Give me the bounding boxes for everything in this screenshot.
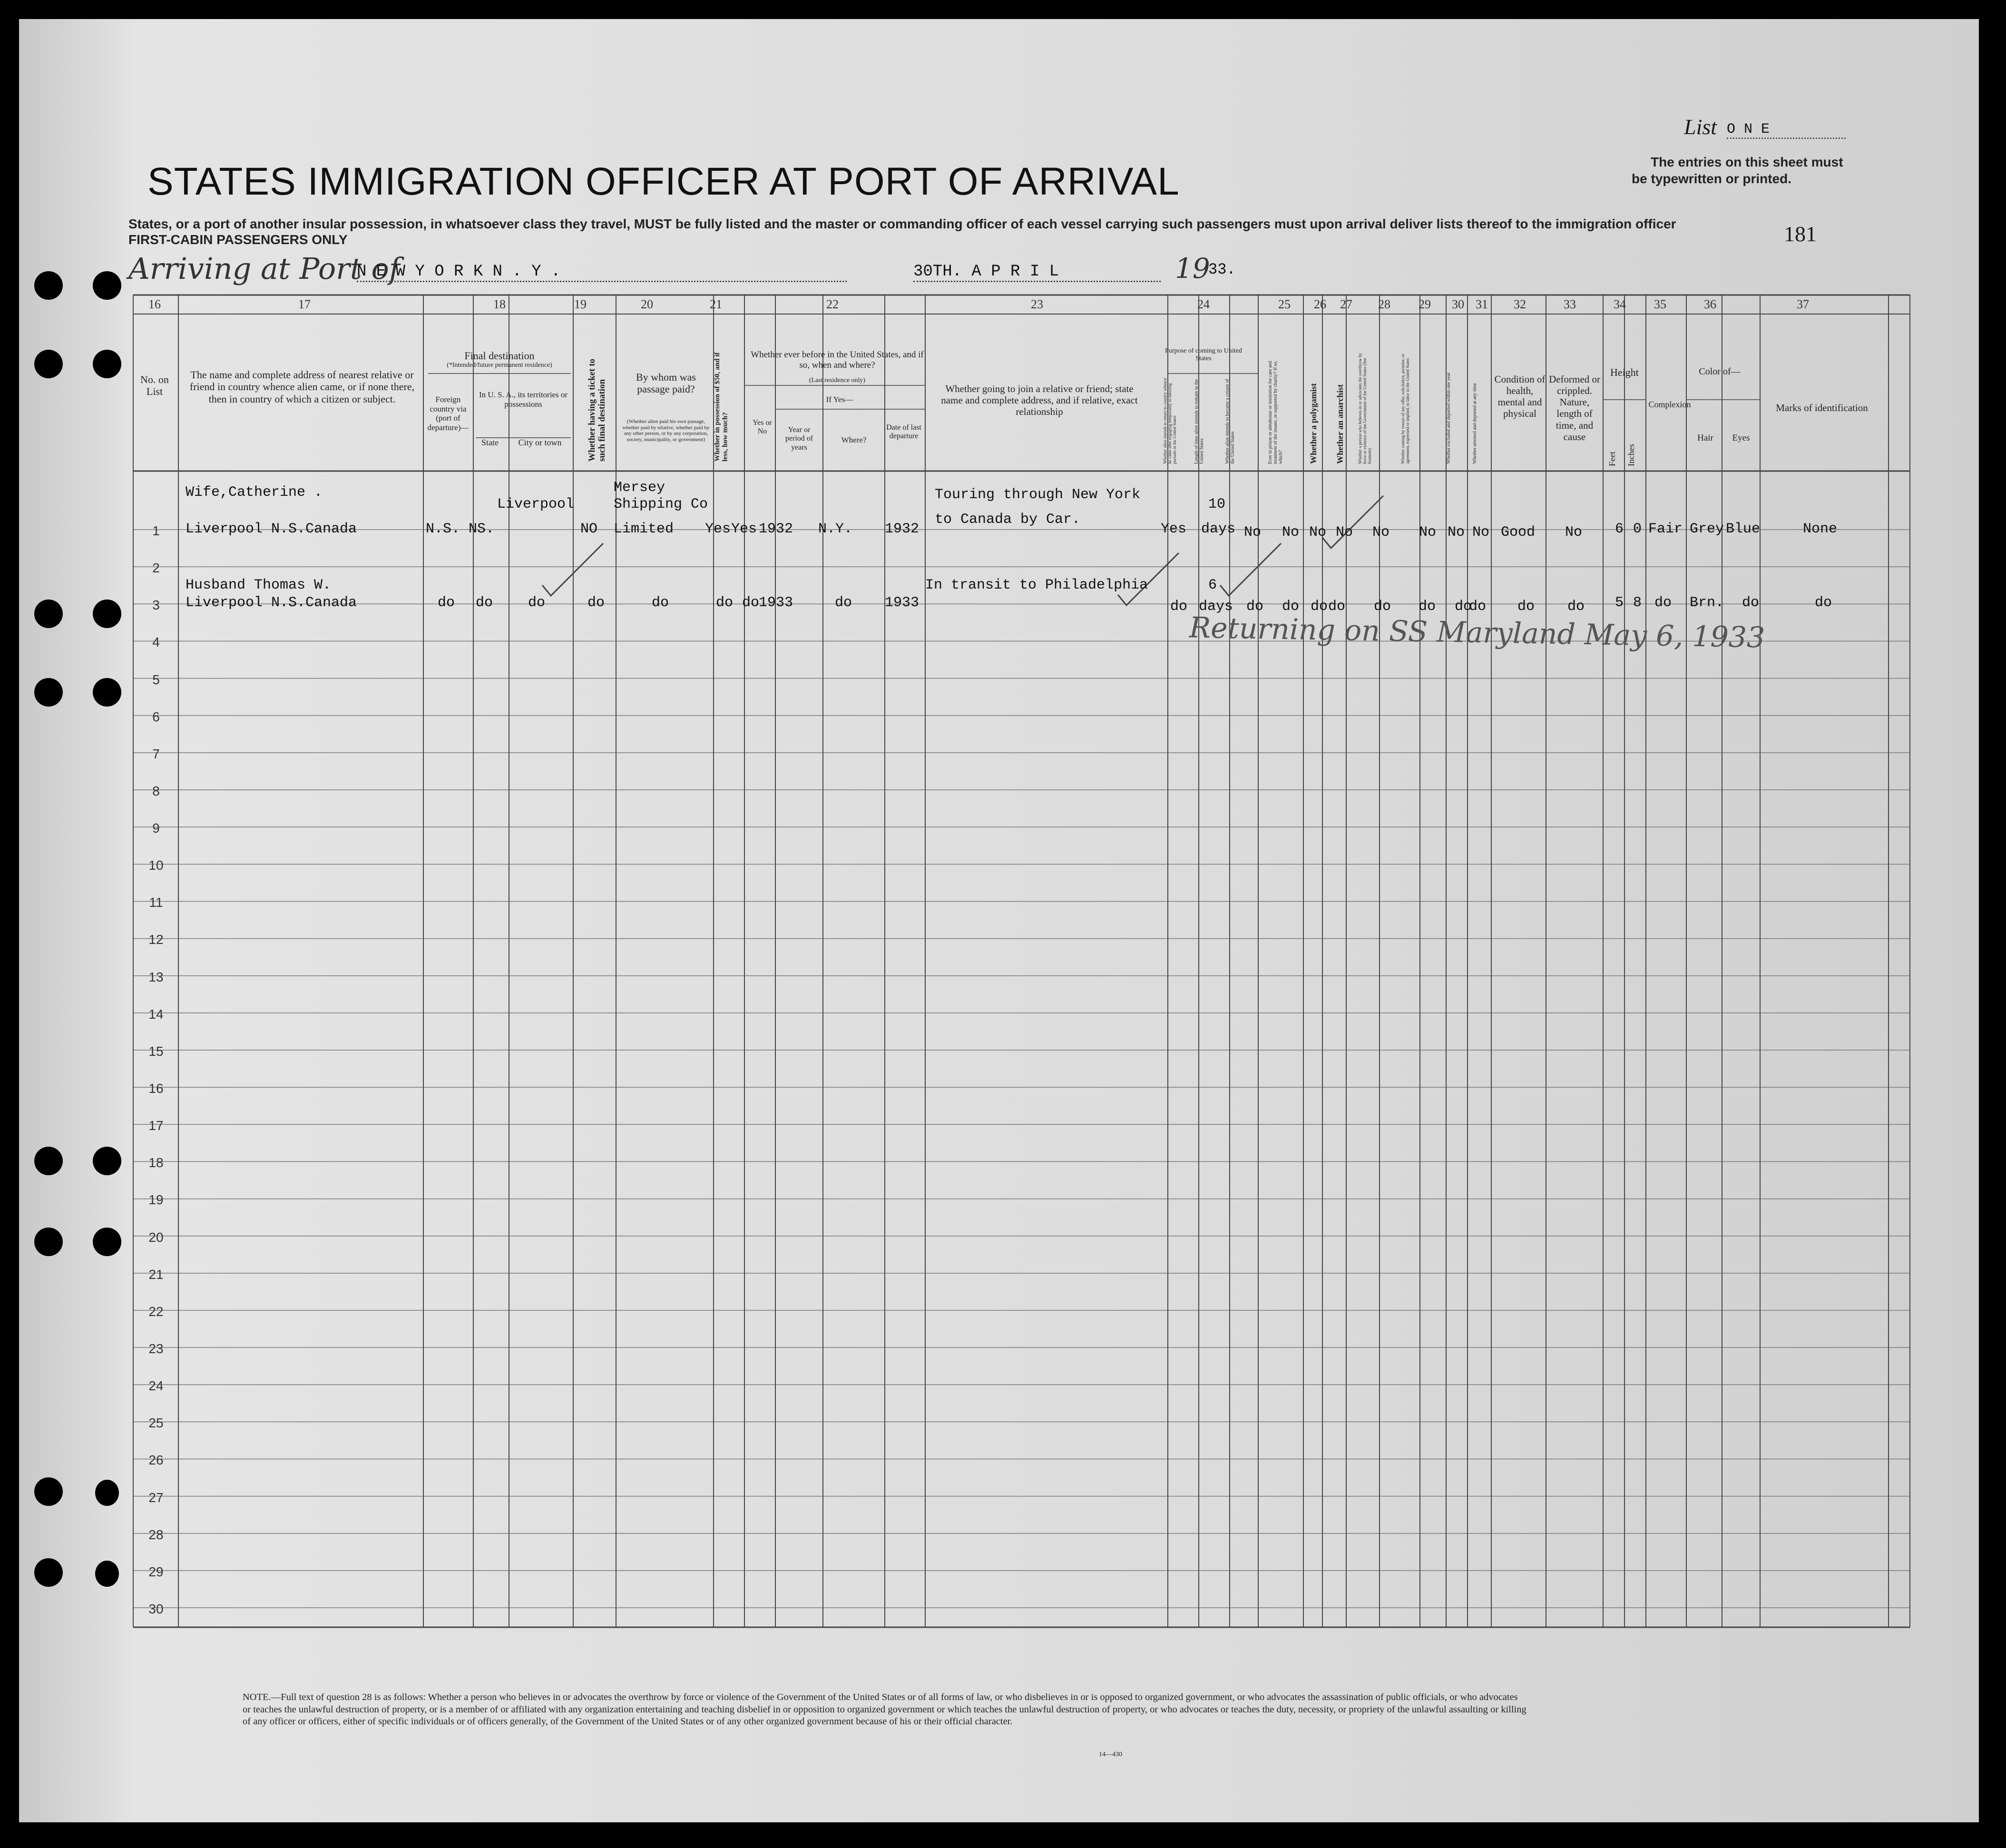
row1-departure: 1932 <box>885 521 920 537</box>
header-ever-before: Whether ever before in the United States, and if so, when and where? <box>751 350 924 370</box>
row1-paid-by-2: Shipping Co <box>614 496 708 512</box>
header-color-of: Color of— <box>1699 366 1741 377</box>
row1-relative-name: Wife,Catherine . <box>186 484 323 501</box>
row1-anarchist: No <box>1336 524 1353 541</box>
row-number: 25 <box>148 1415 164 1431</box>
binder-hole <box>34 1477 63 1506</box>
header-col31: Whether arrested and deported at any time <box>1472 383 1478 464</box>
row-number: 4 <box>152 635 160 650</box>
row-number: 9 <box>152 821 160 836</box>
binder-hole <box>34 1558 63 1587</box>
row-number: 30 <box>148 1601 164 1616</box>
row1-fifty: Yes <box>705 521 731 537</box>
row1-return: Yes <box>1161 521 1187 537</box>
header-deformed: Deformed or crippled. Nature, length of time, and cause <box>1549 374 1600 442</box>
passenger-class: FIRST-CABIN PASSENGERS ONLY <box>128 232 348 247</box>
header-where: Where? <box>841 435 867 444</box>
row3-eyes: do <box>1742 595 1760 611</box>
row1-hair: Grey <box>1690 521 1724 537</box>
row3-where: do <box>835 595 852 611</box>
row1-c29: No <box>1419 524 1437 541</box>
row3-state: do <box>476 595 493 611</box>
footnote: NOTE.—Full text of question 28 is as follows: Whether a person who believes in or advocates the overthrow by force or violence of the Government of the United States or of all forms of law, or who disbelieves in or is opposed to organized government, or who advocates the assassination of public officials, or who advocates or teaches the unlawful destruction of property, or is a member of or affiliated with any organization entertaining and teaching disbelief in or opposition to organized government or which teaches the unlawful destruction of property, or who advocates or teaches the duty, necessity, or propriety of the unlawful assaulting or killing of any officer or officers, either of specific individuals or of officers generally, of the Government of the United States or of any other organized government because of his or their official character. <box>243 1692 1527 1727</box>
col-number-28: 28 <box>1378 297 1390 311</box>
row1-marks: None <box>1803 521 1838 537</box>
arrival-year-prefix: 19 <box>1175 252 1210 285</box>
row-number: 1 <box>152 523 160 538</box>
page-title: STATES IMMIGRATION OFFICER AT PORT OF ARRIVAL <box>147 160 1180 203</box>
binder-hole <box>34 350 63 378</box>
row1-complexion: Fair <box>1648 521 1683 537</box>
row3-polygamist: do <box>1311 599 1328 615</box>
row-number: 16 <box>148 1081 164 1096</box>
header-date-departure: Date of last departure <box>886 423 921 441</box>
col-number-32: 32 <box>1514 297 1526 311</box>
binder-hole <box>34 271 63 300</box>
header-purpose-citizen: Whether alien intends to become a citizen of the United States <box>1225 379 1235 464</box>
row1-eyes: Blue <box>1726 521 1761 537</box>
col-number-27: 27 <box>1340 297 1352 311</box>
row3-condition: do <box>1517 599 1535 615</box>
binder-hole <box>93 1147 121 1175</box>
row3-return: do <box>1170 599 1188 615</box>
row-number: 11 <box>149 895 163 910</box>
binder-hole <box>34 678 63 707</box>
col-number-18: 18 <box>493 297 506 311</box>
binder-hole <box>95 1480 119 1506</box>
binder-hole <box>34 1228 63 1256</box>
col-number-22: 22 <box>826 297 839 311</box>
arrival-port: N E W Y O R K N . Y . <box>357 263 847 282</box>
manifest-sheet <box>19 19 1979 1822</box>
col-number-30: 30 <box>1452 297 1464 311</box>
row-number: 23 <box>148 1341 164 1356</box>
binder-hole <box>93 678 121 707</box>
header-city: City or town <box>518 438 562 447</box>
row-number: 20 <box>148 1229 164 1245</box>
row1-paid-by-3: Limited <box>614 521 674 537</box>
row3-c31: do <box>1469 599 1487 615</box>
row3-length-2: days <box>1199 599 1233 615</box>
form-code: 14—430 <box>1099 1751 1122 1758</box>
row3-c28: do <box>1374 599 1391 615</box>
header-foreign-country: Foreign country via (port of departure)— <box>427 395 469 432</box>
row1-join-2: to Canada by Car. <box>935 511 1081 528</box>
header-complexion: Complexion <box>1648 400 1691 409</box>
row3-year: 1933 <box>759 595 793 611</box>
row3-paid-by: do <box>652 595 669 611</box>
row3-complexion: do <box>1654 595 1672 611</box>
binder-hole <box>95 1561 119 1587</box>
row1-state: NS. <box>469 521 495 537</box>
row3-inches: 8 <box>1633 595 1642 611</box>
col-number-34: 34 <box>1614 297 1626 311</box>
col-number-16: 16 <box>148 297 161 311</box>
header-col29: Whether coming by reason of any offer, solicitation, promise, or agreement, expressed or implied, to labor in the United States <box>1400 354 1410 464</box>
header-inches: Inches <box>1626 444 1636 466</box>
binder-hole <box>93 350 121 378</box>
row3-c30: do <box>1455 599 1472 615</box>
header-final-destination-sub: (*Intended/future permanent residence) <box>447 362 552 369</box>
arrival-date: 30TH. A P R I L <box>913 263 1161 282</box>
row1-where: N.Y. <box>818 521 853 537</box>
header-ticket: Whether having a ticket to such final destination <box>587 358 607 462</box>
row3-city: do <box>528 595 546 611</box>
header-prison: Ever in prison or almshouse or institution for care and treatment of the insane, or supported by charity? If so, which? <box>1268 361 1283 464</box>
row-number: 27 <box>148 1490 164 1505</box>
row-number: 22 <box>148 1304 164 1319</box>
row1-length-1: 10 <box>1208 496 1226 512</box>
header-passage-paid: By whom was passage paid? <box>636 371 696 395</box>
col-number-17: 17 <box>298 297 311 311</box>
row3-foreign: do <box>438 595 455 611</box>
row-number: 5 <box>152 672 160 687</box>
row-number: 12 <box>148 932 164 947</box>
row1-deformed: No <box>1565 524 1583 541</box>
col-number-31: 31 <box>1476 297 1488 311</box>
row3-deformed: do <box>1567 599 1585 615</box>
list-label: List <box>1684 115 1717 139</box>
col-number-26: 26 <box>1314 297 1326 311</box>
header-hair: Hair <box>1697 433 1713 443</box>
header-condition: Condition of health, mental and physical <box>1494 374 1546 420</box>
header-passage-paid-sub: (Whether alien paid his own passage, whether paid by relative, whether paid by any other person, or by any corporation, society, municipality, or government) <box>622 419 710 442</box>
col-number-33: 33 <box>1564 297 1576 311</box>
header-purpose: Purpose of coming to United States <box>1165 347 1242 363</box>
row-number: 26 <box>148 1453 164 1468</box>
row1-condition: Good <box>1501 524 1536 541</box>
row-number: 3 <box>152 598 160 613</box>
col-number-29: 29 <box>1419 297 1431 311</box>
header-polygamist: Whether a polygamist <box>1309 383 1318 464</box>
binder-hole <box>34 1147 63 1175</box>
row3-feet: 5 <box>1615 595 1624 611</box>
header-col28: Whether a person who believes in or advocates the overthrow by force or violence of the Government of the United States (See footnote) <box>1358 353 1372 464</box>
header-col30: Whether excluded and deported within one year <box>1446 372 1451 464</box>
row3-fifty: do <box>716 595 734 611</box>
row-number: 28 <box>148 1527 164 1542</box>
col-number-35: 35 <box>1654 297 1666 311</box>
col-number-37: 37 <box>1797 297 1809 311</box>
row1-year: 1932 <box>759 521 793 537</box>
col-number-20: 20 <box>641 297 653 311</box>
row3-length-1: 6 <box>1208 577 1217 593</box>
row1-prison: No <box>1282 524 1300 541</box>
header-if-yes: If Yes— <box>826 395 853 404</box>
col-number-25: 25 <box>1278 297 1291 311</box>
row1-ticket: NO <box>580 521 598 537</box>
col-number-19: 19 <box>574 297 587 311</box>
header-state: State <box>481 438 499 447</box>
arrival-year-suffix: 33. <box>1208 261 1236 278</box>
row-number: 8 <box>152 783 160 798</box>
header-marks: Marks of identification <box>1776 402 1868 413</box>
header-year-period: Year or period of years <box>785 426 813 452</box>
header-yes-no: Yes or No <box>753 419 772 436</box>
header-final-destination: Final destination <box>464 350 535 362</box>
binder-hole <box>93 1228 121 1256</box>
row-number: 19 <box>148 1192 164 1208</box>
row1-relative-address: Liverpool N.S.Canada <box>186 521 357 537</box>
row-number: 18 <box>148 1155 164 1170</box>
row-number: 13 <box>148 969 164 984</box>
row-number: 24 <box>148 1378 164 1394</box>
row3-join: In transit to Philadelphia <box>925 577 1148 593</box>
row1-foreign: N.S. <box>426 521 460 537</box>
typewritten-note-2: be typewritten or printed. <box>1632 171 1792 186</box>
row1-polygamist: No <box>1309 524 1327 541</box>
row-number: 6 <box>152 709 160 724</box>
col-number-21: 21 <box>710 297 722 311</box>
row-number: 7 <box>152 746 160 761</box>
row3-c29: do <box>1419 599 1436 615</box>
binder-hole <box>93 271 121 300</box>
row1-citizen: No <box>1244 524 1262 541</box>
list-value: O N E <box>1727 121 1846 139</box>
row1-c30: No <box>1448 524 1465 541</box>
header-relative: The name and complete address of nearest relative or friend in country whence alien came, or if none there, then in country of which a citizen or subject. <box>189 369 415 405</box>
row1-inches: 0 <box>1633 521 1642 537</box>
arriving-label: Arriving at Port of <box>128 251 400 286</box>
row3-relative-name: Husband Thomas W. <box>186 577 332 593</box>
header-height: Height <box>1610 366 1639 378</box>
row1-city: Liverpool <box>497 496 575 512</box>
header-anarchist: Whether an anarchist <box>1335 384 1345 464</box>
header-purpose-return: Whether alien intends to return to country whence he came after engaging temporarily in laboring pursuits in the United States <box>1163 378 1177 464</box>
row-number: 10 <box>148 858 164 873</box>
row-number: 2 <box>152 560 160 576</box>
header-no-on-list: No. on List <box>140 374 169 398</box>
row3-citizen: do <box>1246 599 1264 615</box>
row3-hair: Brn. <box>1690 595 1724 611</box>
header-ever-before-sub: (Last residence only) <box>809 377 866 384</box>
row1-paid-by-1: Mersey <box>614 480 665 496</box>
row3-prison: do <box>1282 599 1300 615</box>
row-number: 15 <box>148 1043 164 1059</box>
binder-hole <box>34 600 63 628</box>
row3-relative-address: Liverpool N.S.Canada <box>186 595 357 611</box>
row1-join-1: Touring through New York <box>935 487 1141 503</box>
row1-yes-no: Yes <box>731 521 757 537</box>
page-number: 181 <box>1784 222 1817 246</box>
header-fifty-dollars: Whether in possession of $50, and if less, how much? <box>714 352 729 462</box>
row3-anarchist: do <box>1328 599 1346 615</box>
header-feet: Feet <box>1607 452 1617 466</box>
row-number: 14 <box>148 1006 164 1022</box>
manifest-grid <box>19 19 1979 1822</box>
row1-c31: No <box>1472 524 1490 541</box>
handwritten-return-note: Returning on SS Maryland May 6, 1933 <box>1189 611 1765 655</box>
col-number-23: 23 <box>1031 297 1043 311</box>
row-number: 29 <box>148 1564 164 1579</box>
header-in-usa: In U. S. A., its territories or possessions <box>479 390 568 409</box>
row-number: 17 <box>148 1118 164 1133</box>
header-join-relative: Whether going to join a relative or friend; state name and complete address, and if relative, exact relationship <box>941 383 1138 418</box>
row-number: 21 <box>148 1267 164 1282</box>
col-number-24: 24 <box>1197 297 1210 311</box>
binder-hole <box>93 600 121 628</box>
typewritten-note-1: The entries on this sheet must <box>1651 155 1843 169</box>
row1-feet: 6 <box>1615 521 1624 537</box>
header-eyes: Eyes <box>1732 433 1750 443</box>
col-number-36: 36 <box>1704 297 1716 311</box>
header-purpose-length: Length of time alien intends to remain in the United States <box>1194 379 1204 464</box>
row3-yes-no: do <box>742 595 760 611</box>
row3-departure: 1933 <box>885 595 920 611</box>
page-subtitle: States, or a port of another insular possession, in whatsoever class they travel, MUST be fully listed and the master or commanding officer of each vessel carrying such passengers must upon arrival deliver lists thereof to the immigration officer <box>128 216 1676 231</box>
row1-c28: No <box>1372 524 1390 541</box>
row1-length-2: days <box>1201 521 1236 537</box>
row3-ticket: do <box>587 595 605 611</box>
row3-marks: do <box>1815 595 1832 611</box>
